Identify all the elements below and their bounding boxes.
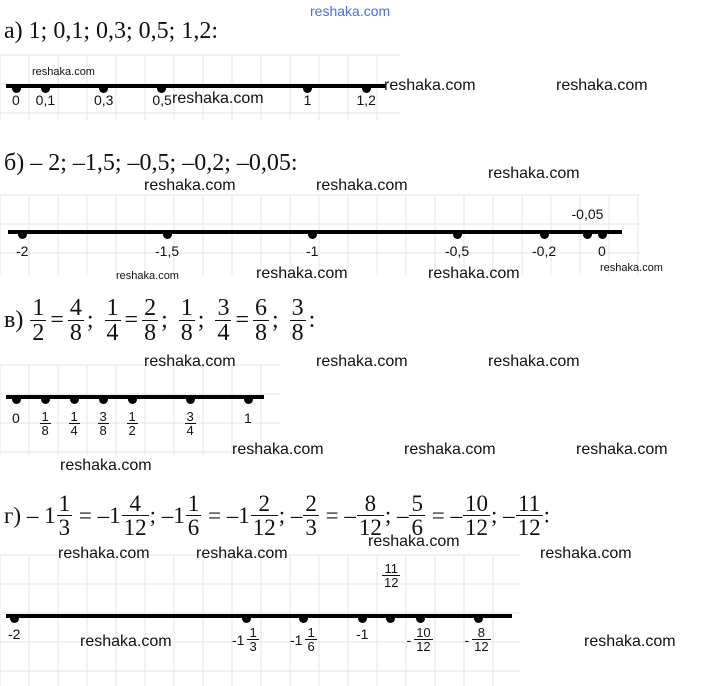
watermark: reshaka.com	[316, 177, 408, 194]
numerator: 10	[416, 625, 431, 640]
denominator: 2	[32, 320, 45, 346]
number-line-v-tick-label	[68, 410, 81, 437]
watermark: reshaka.com	[144, 177, 236, 194]
number-line-g-tick-label	[8, 626, 20, 642]
number-line-g-point	[358, 614, 367, 623]
tick-text: 1	[303, 92, 312, 108]
watermark: reshaka.com	[58, 545, 150, 562]
task-a-letter: а)	[4, 18, 23, 44]
tick-text: -0,5	[445, 243, 470, 259]
symbol: ;	[86, 307, 94, 333]
number-line-a-tick-label	[357, 92, 376, 108]
tick-fraction	[40, 410, 51, 437]
number-line-g-point	[10, 614, 19, 623]
denominator: 8	[99, 423, 107, 438]
fraction	[30, 296, 46, 345]
number-line-g-tick-label	[290, 626, 318, 653]
fraction	[463, 492, 490, 539]
number-line-a-tick-label	[152, 92, 171, 108]
fraction	[186, 492, 202, 539]
tick-text: 0	[12, 410, 20, 426]
number-line-v-point	[99, 395, 108, 404]
denominator: 12	[123, 515, 147, 540]
watermark: reshaka.com	[428, 265, 520, 282]
denominator: 12	[358, 515, 382, 540]
numerator: 4	[122, 492, 149, 516]
number-line-g	[6, 614, 512, 618]
tick-text: -1	[356, 626, 369, 642]
number-line-a-tick-label	[94, 92, 113, 108]
number-line-g-point	[299, 614, 308, 623]
fraction	[357, 492, 384, 539]
number-line-b-tick-label	[306, 243, 318, 259]
symbol: ;	[161, 307, 168, 333]
denominator: 8	[254, 320, 267, 346]
tick-text: -1,5	[155, 243, 180, 259]
watermark: reshaka.com	[256, 265, 348, 282]
number-line-b-point	[540, 230, 549, 239]
number-line-b-tick-label	[572, 206, 604, 222]
tick-whole: -1	[289, 631, 303, 648]
number-line-g-tick-label	[232, 626, 260, 653]
watermark: reshaka.com	[232, 441, 324, 458]
denominator: 12	[252, 515, 276, 540]
numerator: 3	[291, 295, 304, 321]
term: –	[503, 502, 515, 528]
tick-fraction	[98, 410, 109, 437]
number-line-b-point	[453, 230, 462, 239]
denominator: 6	[411, 515, 423, 540]
watermark: reshaka.com	[576, 441, 668, 458]
fraction	[409, 492, 425, 539]
number-line-v-point	[128, 395, 137, 404]
watermark: reshaka.com	[368, 533, 460, 550]
denominator: 6	[307, 639, 315, 654]
number-line-b-point	[163, 230, 172, 239]
denominator: 12	[383, 575, 399, 590]
tick-fraction	[247, 626, 258, 653]
watermark: reshaka.com	[384, 77, 476, 94]
number-line-b-point	[18, 230, 27, 239]
tick-whole: -	[464, 631, 470, 648]
numerator: 1	[128, 409, 136, 424]
task-g: г) – 1 $\frac{1}{3}$ = –1 $\frac{4}{12}$ ; –1 $\frac{1}{6}$ = –1 $\frac{2}{12}$ ; – $\frac{2}{3}$ = – $\frac{8}{12}$ ; – $\frac{5}{6}$ = – $\frac{10}{12}$ ; – $\frac{11}{12}$ :	[4, 491, 550, 540]
number-line-g-tick-label	[407, 626, 434, 653]
tick-text: -2	[8, 626, 21, 642]
number-line-v-tick-label	[39, 410, 52, 437]
denominator: 2	[128, 423, 136, 438]
watermark-top: reshaka.com	[310, 3, 391, 19]
number-line-b-tick-label	[598, 243, 606, 259]
task-a	[4, 18, 218, 45]
number-line-g-point	[386, 614, 395, 623]
task-v-letter: в)	[4, 307, 24, 333]
watermark: reshaka.com	[488, 353, 580, 370]
number-line-a	[6, 84, 386, 88]
watermark: reshaka.com	[80, 633, 172, 650]
numerator: 1	[307, 625, 315, 640]
numerator: 1	[180, 295, 193, 321]
watermark: reshaka.com	[60, 457, 152, 474]
fraction	[516, 492, 543, 539]
numerator: 6	[254, 295, 267, 321]
tick-whole: -	[406, 631, 412, 648]
number-line-g-point	[474, 614, 483, 623]
denominator: 8	[69, 320, 82, 346]
number-line-b-tick-label	[532, 243, 556, 259]
watermark: reshaka.com	[316, 353, 408, 370]
denominator: 8	[41, 423, 49, 438]
denominator: 3	[249, 639, 257, 654]
symbol: ;	[197, 307, 205, 333]
number-line-v-point	[186, 395, 195, 404]
symbol: =	[235, 307, 249, 333]
watermark: reshaka.com	[540, 545, 632, 562]
fraction	[122, 492, 149, 539]
term: –1	[161, 502, 185, 528]
tick-text: 0,1	[35, 92, 56, 108]
fraction	[57, 492, 73, 539]
number-line-v-tick-label	[97, 410, 110, 437]
numerator: 2	[144, 295, 157, 321]
numerator: 8	[357, 492, 384, 516]
fraction	[179, 296, 195, 345]
tick-fraction	[414, 626, 432, 653]
tick-fraction	[382, 562, 400, 589]
denominator: 4	[186, 423, 194, 438]
term: = –1	[78, 502, 121, 528]
denominator: 3	[58, 515, 71, 540]
tick-text: 0,3	[94, 92, 114, 108]
numerator: 1	[70, 409, 78, 424]
numerator: 3	[99, 409, 107, 424]
denominator: 4	[70, 423, 78, 438]
watermark: reshaka.com	[584, 633, 676, 650]
tick-text: 0,5	[152, 92, 172, 108]
tick-whole: -1	[232, 631, 245, 648]
tick-text: -1	[306, 243, 319, 259]
symbol: :	[308, 307, 316, 333]
number-line-v-point	[41, 395, 50, 404]
tick-text: -2	[16, 243, 29, 259]
tick-text: 0	[12, 92, 20, 108]
watermark: reshaka.com	[172, 90, 264, 107]
number-line-b-point	[583, 230, 592, 239]
tick-text: 0	[598, 243, 606, 259]
task-b-letter: б)	[4, 150, 25, 176]
numerator: 1	[58, 491, 71, 516]
watermark: reshaka.com	[556, 77, 648, 94]
numerator: 1	[187, 491, 200, 516]
number-line-v-tick-label	[126, 410, 139, 437]
numerator: 4	[69, 295, 82, 321]
fraction	[215, 296, 231, 345]
fraction	[68, 296, 84, 345]
numerator: 1	[41, 409, 49, 424]
number-line-g-tick-label	[381, 562, 401, 589]
fraction	[303, 492, 319, 539]
fraction	[105, 296, 121, 345]
number-line-g-tick-label	[356, 626, 368, 642]
tick-text: 1,2	[356, 92, 376, 108]
number-line-b-point	[308, 230, 317, 239]
task-b-expression: – 2; –1,5; –0,5; –0,2; –0,05:	[30, 150, 298, 176]
numerator: 3	[186, 409, 194, 424]
denominator: 12	[416, 639, 431, 654]
watermark: reshaka.com	[488, 165, 580, 182]
tick-fraction	[69, 410, 80, 437]
symbol: =	[50, 307, 64, 333]
number-line-v-point	[12, 395, 21, 404]
number-line-v-tick-label	[244, 410, 252, 426]
denominator: 3	[305, 515, 317, 540]
tick-fraction	[127, 410, 138, 437]
fraction	[253, 296, 269, 345]
number-line-g-tick-label	[465, 626, 492, 653]
term: –	[290, 502, 303, 528]
denominator: 8	[291, 320, 304, 346]
denominator: 12	[464, 515, 488, 540]
denominator: 4	[217, 320, 230, 346]
tick-text: 1	[244, 410, 252, 426]
denominator: 12	[474, 639, 489, 654]
number-line-v-tick-label	[12, 410, 20, 426]
numerator: 2	[251, 492, 278, 516]
denominator: 8	[144, 320, 157, 346]
fraction	[142, 296, 158, 345]
tick-fraction	[305, 626, 316, 653]
numerator: 5	[411, 491, 423, 516]
term: – 1	[26, 502, 56, 528]
fraction	[251, 492, 278, 539]
number-line-b-tick-label	[16, 243, 28, 259]
number-line-g-point	[242, 614, 251, 623]
numerator: 11	[516, 492, 543, 516]
number-line-g-point	[416, 614, 425, 623]
number-line-a-tick-label	[36, 92, 55, 108]
number-line-a-tick-label	[12, 92, 20, 108]
denominator: 8	[180, 320, 193, 346]
denominator: 12	[517, 515, 541, 540]
tick-text: -0,2	[532, 243, 557, 259]
term: = –	[325, 502, 356, 528]
tick-text: -0,05	[571, 206, 604, 222]
numerator: 1	[106, 295, 119, 321]
numerator: 2	[305, 491, 317, 516]
task-b	[4, 150, 298, 177]
term: –	[396, 502, 409, 528]
symbol: ;	[271, 307, 279, 333]
numerator: 8	[472, 626, 490, 640]
number-line-b-point	[598, 230, 607, 239]
number-line-v-tick-label	[184, 410, 197, 437]
task-a-expression: 1; 0,1; 0,3; 0,5; 1,2:	[28, 18, 218, 44]
number-line-v-point	[70, 395, 79, 404]
number-line-b-tick-label	[445, 243, 469, 259]
tick-fraction	[472, 626, 490, 653]
watermark: reshaka.com	[196, 545, 288, 562]
symbol: =	[124, 307, 139, 333]
numerator: 3	[217, 295, 230, 321]
numerator: 1	[32, 295, 45, 321]
denominator: 4	[106, 320, 119, 346]
number-line-b-tick-label	[155, 243, 179, 259]
task-g-letter: г)	[4, 502, 22, 528]
term: = –1	[207, 502, 250, 528]
task-v	[4, 296, 325, 345]
number-line-v-point	[244, 395, 253, 404]
denominator: 6	[187, 515, 200, 540]
watermark: reshaka.com	[600, 262, 663, 274]
term: = –	[431, 502, 462, 528]
numerator: 1	[249, 625, 257, 640]
numerator: 11	[382, 562, 400, 576]
fraction	[290, 296, 306, 345]
watermark: reshaka.com	[116, 270, 179, 282]
watermark: reshaka.com	[144, 353, 236, 370]
numerator: 10	[464, 491, 488, 516]
watermark: reshaka.com	[32, 66, 95, 78]
watermark: reshaka.com	[404, 441, 496, 458]
tick-fraction	[185, 410, 196, 437]
number-line-a-tick-label	[304, 92, 312, 108]
